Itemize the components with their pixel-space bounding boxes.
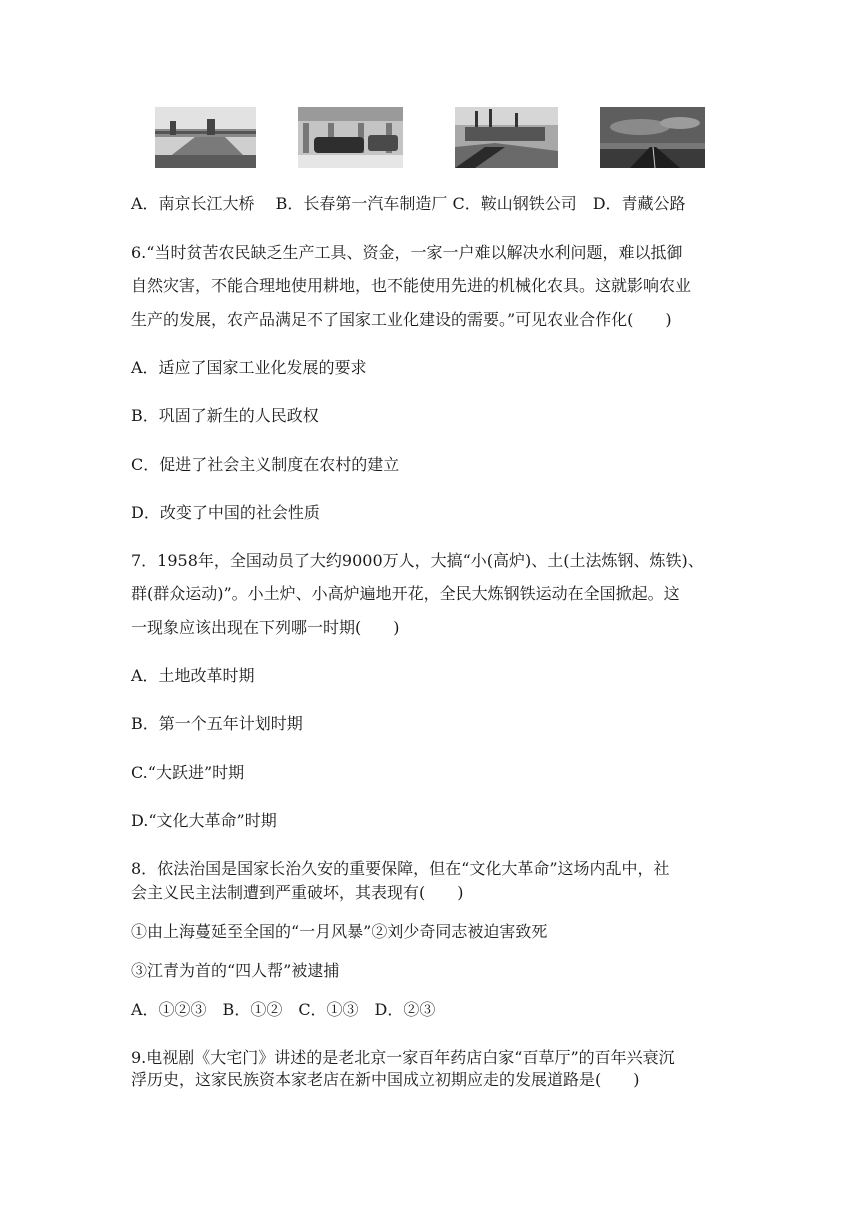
q6-stem-line-2: 自然灾害，不能合理地使用耕地，也不能使用先进的机械化农具。这就影响农业 xyxy=(131,276,692,295)
q8-statement-1: ①由上海蔓延至全国的“一月风暴”②刘少奇同志被迫害致死 xyxy=(131,922,548,941)
q6-stem-line-1: 6.“当时贫苦农民缺乏生产工具、资金，一家一户难以解决水利问题，难以抵御 xyxy=(131,243,683,262)
q8-statement-2: ③江青为首的“四人帮”被逮捕 xyxy=(131,961,340,980)
q7-option-b: B．第一个五年计划时期 xyxy=(131,714,303,733)
q6-option-b: B．巩固了新生的人民政权 xyxy=(131,406,319,425)
q7-stem-line-3: 一现象应该出现在下列哪一时期( ) xyxy=(131,618,400,637)
q7-option-d: D.“文化大革命”时期 xyxy=(131,811,277,830)
q9-stem-line-1: 9.电视剧《大宅门》讲述的是老北京一家百年药店白家“百草厅”的百年兴衰沉 xyxy=(131,1048,675,1067)
q7-stem-line-1: 7．1958年，全国动员了大约9000万人，大搞“小(高炉)、土(土法炼钢、炼铁)、 xyxy=(131,551,704,570)
photo-row xyxy=(0,107,860,169)
q6-stem-line-3: 生产的发展，农产品满足不了国家工业化建设的需要。”可见农业合作化( ) xyxy=(131,310,672,329)
q9-stem-line-2: 浮历史，这家民族资本家老店在新中国成立初期应走的发展道路是( ) xyxy=(131,1070,640,1089)
q8-stem-line-1: 8．依法治国是国家长治久安的重要保障，但在“文化大革命”这场内乱中，社 xyxy=(131,859,670,878)
q5-options: A．南京长江大桥 B．长春第一汽车制造厂 C．鞍山钢铁公司 D．青藏公路 xyxy=(131,194,686,213)
q8-options: A．①②③ B．①② C．①③ D．②③ xyxy=(131,1000,436,1019)
auto-factory-photo xyxy=(298,107,403,168)
q7-option-c: C.“大跃进”时期 xyxy=(131,763,245,782)
highway-photo xyxy=(600,107,705,168)
steel-works-photo xyxy=(455,107,558,168)
q6-option-d: D．改变了中国的社会性质 xyxy=(131,503,320,522)
q6-option-c: C．促进了社会主义制度在农村的建立 xyxy=(131,455,400,474)
bridge-photo xyxy=(155,107,256,168)
q8-stem-line-2: 会主义民主法制遭到严重破坏，其表现有( ) xyxy=(131,883,464,902)
q7-option-a: A．土地改革时期 xyxy=(131,666,255,685)
q6-option-a: A．适应了国家工业化发展的要求 xyxy=(131,358,367,377)
q7-stem-line-2: 群(群众运动)”。小土炉、小高炉遍地开花，全民大炼钢铁运动在全国掀起。这 xyxy=(131,584,680,603)
